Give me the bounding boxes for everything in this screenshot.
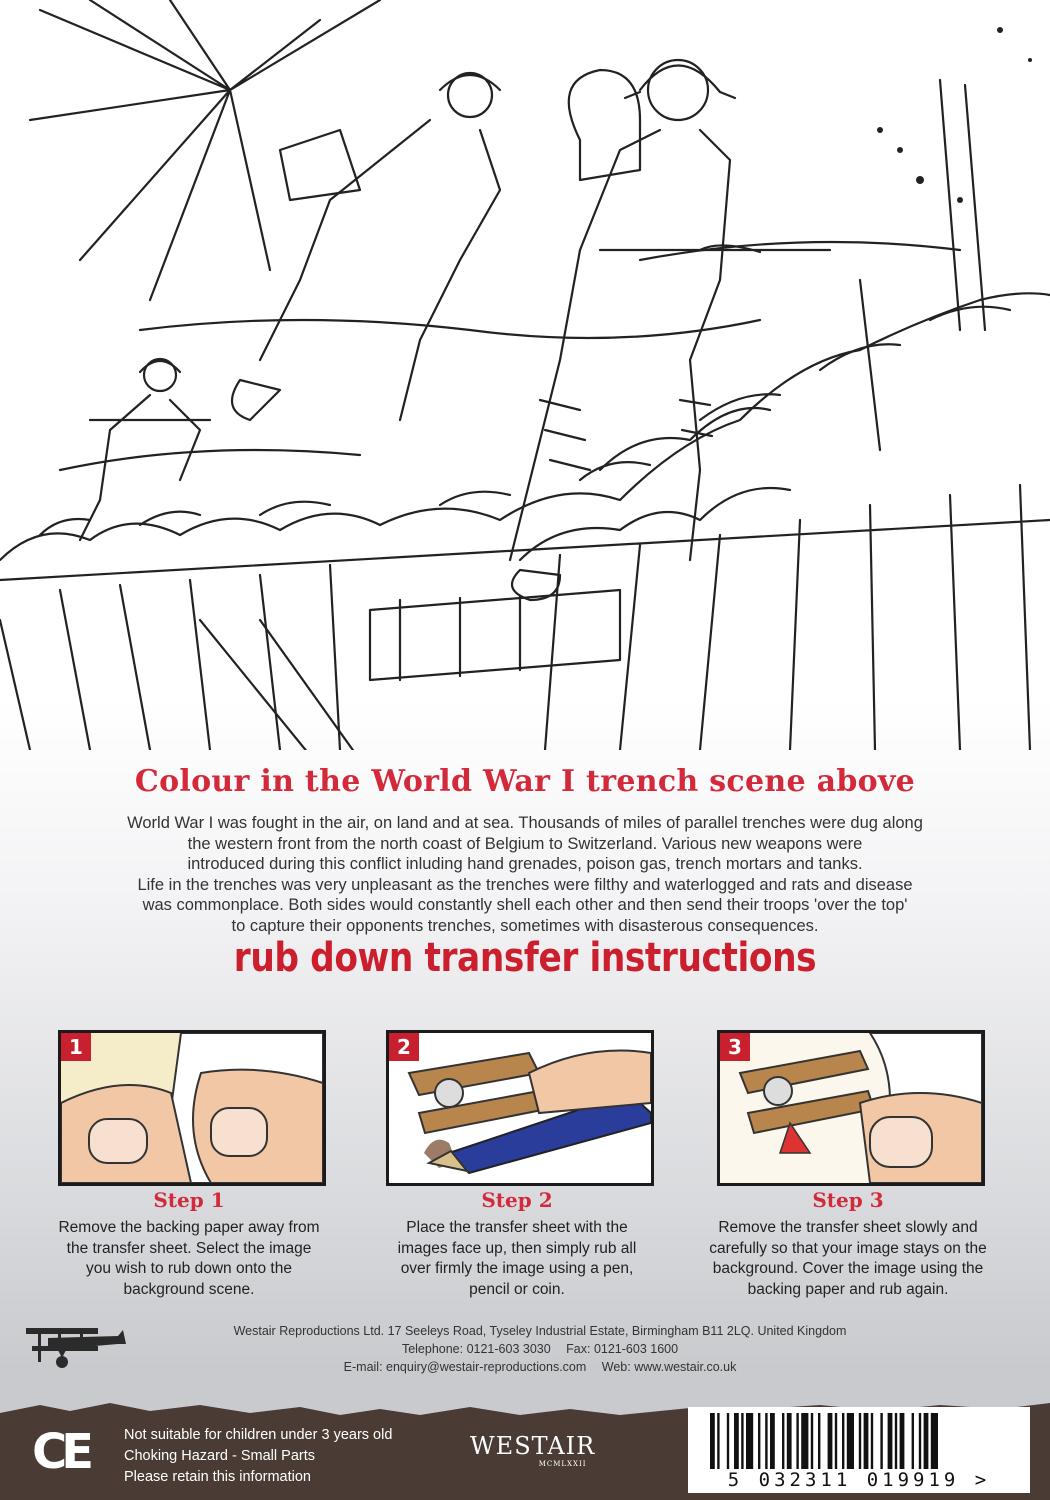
step-3-text-line: background. Cover the image using the — [712, 1260, 984, 1277]
intro-line: to capture their opponents trenches, sometimes with disasterous consequences. — [231, 916, 819, 935]
barcode-bar — [900, 1413, 905, 1469]
company-email: E-mail: enquiry@westair-reproductions.com — [343, 1360, 587, 1374]
barcode-bar — [782, 1413, 784, 1469]
intro-line: was commonplace. Both sides would constantly shell each other and then send their troops 'over the top' — [142, 896, 908, 914]
company-details — [160, 1322, 920, 1376]
barcode-bar — [835, 1413, 837, 1469]
warning-line: Choking Hazard - Small Parts — [124, 1448, 315, 1464]
barcode-bar — [828, 1413, 833, 1469]
barcode-bar — [888, 1413, 893, 1469]
step-2-title: Step 2 — [481, 1188, 553, 1212]
step-3-illustration — [717, 1030, 985, 1186]
biplane-silhouette-icon — [18, 1318, 128, 1383]
step-2-text-line: images face up, then simply rub all — [397, 1239, 637, 1257]
company-phone-row — [160, 1340, 920, 1358]
step-2-text-line: pencil or coin. — [469, 1280, 565, 1298]
step-2-illustration — [386, 1030, 654, 1186]
warning-line: Not suitable for children under 3 years old — [124, 1427, 393, 1443]
barcode-bar — [818, 1413, 820, 1469]
step-2-text-line: over firmly the image using a pen, — [400, 1260, 634, 1277]
barcode-bar — [931, 1413, 938, 1469]
intro-line: Life in the trenches was very unpleasant as the trenches were filthy and waterlogged and rats and disease — [137, 875, 913, 894]
barcode-bar — [765, 1413, 767, 1469]
barcode-bar — [864, 1413, 869, 1469]
step-1-text-line: the transfer sheet. Select the image — [66, 1239, 312, 1257]
safety-warnings — [124, 1425, 392, 1488]
barcode — [688, 1407, 1030, 1493]
barcode-bar — [912, 1413, 914, 1469]
company-fax: Fax: 0121-603 1600 — [566, 1342, 679, 1356]
barcode-bar — [919, 1413, 921, 1469]
ce-mark-icon: CE — [32, 1424, 89, 1480]
step-1-text — [39, 1218, 339, 1300]
barcode-bar — [710, 1413, 715, 1469]
barcode-bar — [787, 1413, 792, 1469]
step-3-badge: 3 — [720, 1033, 750, 1061]
step-1-badge: 1 — [61, 1033, 91, 1061]
headline: Colour in the World War I trench scene above — [134, 764, 916, 799]
logo-sub: MCMLXXII — [538, 1460, 587, 1468]
step-3-text — [698, 1218, 998, 1300]
step-3-text-line: backing paper and rub again. — [747, 1280, 949, 1298]
instructions-title: rub down transfer instructions — [233, 935, 817, 981]
step-2-badge: 2 — [389, 1033, 419, 1061]
barcode-bars — [688, 1407, 1030, 1469]
intro-line: the western front from the north coast of Belgium to Switzerland. Various new weapons were — [187, 834, 863, 853]
barcode-bar — [734, 1413, 739, 1469]
westair-logo — [470, 1432, 595, 1468]
barcode-bar — [880, 1413, 882, 1469]
company-contact-row — [160, 1358, 920, 1376]
intro-line: introduced during this conflict inluding hand grenades, poison gas, trench mortars and tanks. — [187, 855, 863, 873]
barcode-bar — [859, 1413, 861, 1469]
company-web: Web: www.westair.co.uk — [601, 1360, 737, 1374]
barcode-bar — [770, 1413, 775, 1469]
barcode-bar — [796, 1413, 798, 1469]
barcode-bar — [895, 1413, 897, 1469]
barcode-bar — [811, 1413, 813, 1469]
barcode-bar — [871, 1413, 873, 1469]
barcode-bar — [746, 1413, 753, 1469]
step-1-illustration — [58, 1030, 326, 1186]
logo-name: WESTAIR — [470, 1432, 596, 1460]
barcode-bar — [758, 1413, 760, 1469]
step-3-text-line: Remove the transfer sheet slowly and — [718, 1219, 978, 1236]
barcode-bar — [801, 1413, 808, 1469]
step-3-text-line: carefully so that your image stays on the — [709, 1239, 987, 1257]
barcode-bar — [924, 1413, 929, 1469]
barcode-bar — [741, 1413, 743, 1469]
barcode-bar — [842, 1413, 844, 1469]
step-2-text — [367, 1218, 667, 1300]
intro-paragraph — [40, 813, 1010, 936]
step-1-title: Step 1 — [153, 1188, 225, 1212]
warning-line: Please retain this information — [124, 1469, 311, 1485]
step-1-text-line: Remove the backing paper away from — [58, 1219, 320, 1236]
step-1-text-line: you wish to rub down onto the — [86, 1260, 292, 1277]
step-2-text-line: Place the transfer sheet with the — [406, 1219, 628, 1236]
barcode-bar — [727, 1413, 729, 1469]
barcode-bar — [717, 1413, 719, 1469]
barcode-bar — [847, 1413, 854, 1469]
step-1-text-line: background scene. — [123, 1280, 255, 1298]
step-3-title: Step 3 — [812, 1188, 884, 1212]
intro-line: World War I was fought in the air, on land and at sea. Thousands of miles of parallel trenches were dug along — [127, 814, 923, 832]
company-telephone: Telephone: 0121-603 3030 — [401, 1342, 551, 1356]
company-address: Westair Reproductions Ltd. 17 Seeleys Road, Tyseley Industrial Estate, Birmingham B11 2LQ. United Kingdom — [233, 1324, 847, 1338]
barcode-digits: 5 032311 019919 > — [727, 1469, 991, 1491]
